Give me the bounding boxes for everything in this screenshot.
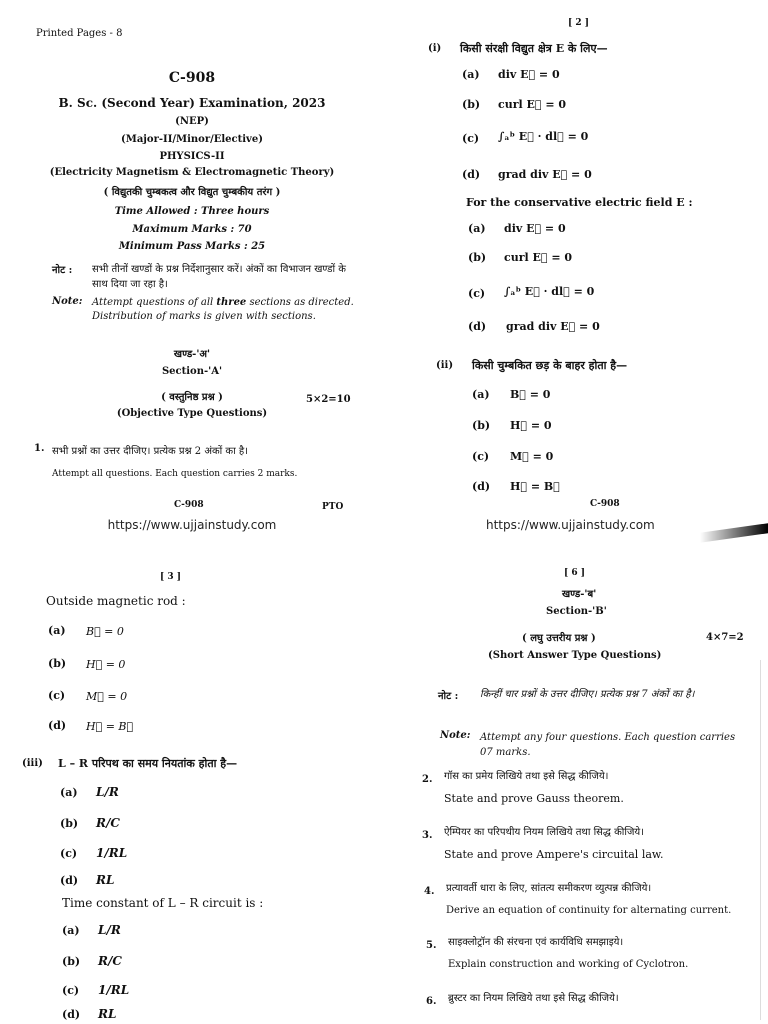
page-number: [ 2 ] xyxy=(568,18,590,28)
opt-hi-c-key: (c) xyxy=(462,132,480,145)
q1-hindi: सभी प्रश्नों का उत्तर दीजिए। प्रत्येक प्रश्न 2 अंकों का है। xyxy=(52,446,248,457)
opt3-c-key: (c) xyxy=(62,984,80,997)
outside-rod-label: Outside magnetic rod : xyxy=(46,594,186,608)
note-en-label: Note: xyxy=(52,296,83,307)
note-en-text: Attempt questions of all three sections as directed. Distribution of marks is given with sections. xyxy=(92,297,354,322)
opt3-c-val: 1/RL xyxy=(98,983,130,997)
section-b-marks: 4×7=2 xyxy=(706,632,744,643)
opt2-c-key: (c) xyxy=(472,450,490,463)
opt-hi-a-val: div E⃗ = 0 xyxy=(498,68,560,81)
opt-hi-b-val: curl E⃗ = 0 xyxy=(498,98,567,111)
short-type-hi: ( लघु उत्तरीय प्रश्न ) xyxy=(522,633,596,644)
opt2-d-val: H⃗ = B⃗ xyxy=(510,480,560,493)
min-marks: Minimum Pass Marks : 25 xyxy=(118,241,266,252)
topic-hi: ( विद्युतकी चुम्बकत्व और विद्युत चुम्बकीय तरंग ) xyxy=(103,187,281,198)
opt2-b-val: H⃗ = 0 xyxy=(510,419,552,432)
q3-number: 3. xyxy=(422,830,433,841)
q6-number: 6. xyxy=(426,996,437,1007)
page-edge-line xyxy=(760,660,761,1020)
q4-hindi: प्रत्यावर्ती धारा के लिए, सांतत्य समीकरण व्युत्पन्न कीजिये। xyxy=(446,883,652,894)
opt-hi-d-val: grad div E⃗ = 0 xyxy=(498,168,592,181)
paper-code: C-908 xyxy=(168,70,216,86)
page-1 xyxy=(0,0,384,540)
opt2-a-key: (a) xyxy=(472,388,490,401)
exam-title: B. Sc. (Second Year) Examination, 2023 xyxy=(58,96,326,110)
objective-type-hi: ( वस्तुनिष्ठ प्रश्न ) xyxy=(161,392,223,403)
q1-number: 1. xyxy=(34,443,45,454)
note-hi-text: सभी तीनों खण्डों के प्रश्न निर्देशानुसार करें। अंकों का विभाजन खण्डों के साथ दिया जा रहा है। xyxy=(92,264,346,290)
opt2-d-key: (d) xyxy=(472,480,491,493)
page-2 xyxy=(384,0,768,540)
opt2-a-val: B⃗ = 0 xyxy=(510,388,551,401)
q4-number: 4. xyxy=(424,886,435,897)
note-en-label: Note: xyxy=(440,730,471,741)
opt1-d-val: H⃗ = B⃗ xyxy=(86,720,134,733)
opt-hi-b-key: (b) xyxy=(462,98,481,111)
opt2-c-key: (c) xyxy=(60,847,78,860)
q-i-english: For the conservative electric field E : xyxy=(466,196,693,209)
q6-hindi: ब्रुस्टर का नियम लिखिये तथा इसे सिद्ध कीजिये। xyxy=(448,993,619,1004)
category: (Major-II/Minor/Elective) xyxy=(121,134,263,145)
time-allowed: Time Allowed : Three hours xyxy=(114,206,270,217)
note-hi-label: नोट : xyxy=(438,691,459,702)
section-a-marks: 5×2=10 xyxy=(306,394,351,405)
printed-pages: Printed Pages - 8 xyxy=(36,28,123,39)
opt3-b-key: (b) xyxy=(62,955,81,968)
note-hi-label: नोट : xyxy=(52,265,73,276)
opt2-c-val: 1/RL xyxy=(96,846,128,860)
q-iii-number: (iii) xyxy=(22,758,43,769)
q4-english: Derive an equation of continuity for alternating current. xyxy=(446,905,732,916)
footer-code: C-908 xyxy=(174,500,204,510)
opt1-a-val: B⃗ = 0 xyxy=(86,625,124,638)
opt1-b-key: (b) xyxy=(48,657,67,670)
pto-label: PTO xyxy=(322,502,344,512)
footer-url[interactable]: https://www.ujjainstudy.com xyxy=(107,518,277,532)
q1-english: Attempt all questions. Each question carries 2 marks. xyxy=(52,469,298,479)
q-ii-hindi: किसी चुम्बकित छड़ के बाहर होता है— xyxy=(472,359,628,372)
page-6 xyxy=(384,540,768,1024)
q2-english: State and prove Gauss theorem. xyxy=(444,792,624,805)
opt2-b-key: (b) xyxy=(472,419,491,432)
q-ii-number: (ii) xyxy=(436,360,454,371)
opt-en-c-val: ∫ₐᵇ E⃗ · dl⃗ = 0 xyxy=(504,285,595,298)
note-en-text: Attempt any four questions. Each question carries 07 marks. xyxy=(480,732,736,758)
q2-number: 2. xyxy=(422,774,433,785)
q3-english: State and prove Ampere's circuital law. xyxy=(444,848,664,861)
opt2-d-val: RL xyxy=(96,873,115,887)
opt-en-b-key: (b) xyxy=(468,251,487,264)
section-b-en: Section-'B' xyxy=(546,606,607,617)
page-number: [ 6 ] xyxy=(564,568,586,578)
opt3-d-key: (d) xyxy=(62,1008,81,1021)
opt1-b-val: H⃗ = 0 xyxy=(86,658,126,671)
objective-type-en: (Objective Type Questions) xyxy=(116,408,268,419)
opt2-c-val: M⃗ = 0 xyxy=(510,450,554,463)
q5-english: Explain construction and working of Cyclotron. xyxy=(448,959,689,970)
opt-en-d-val: grad div E⃗ = 0 xyxy=(506,320,600,333)
nep-label: (NEP) xyxy=(175,116,209,127)
opt-en-b-val: curl E⃗ = 0 xyxy=(504,251,573,264)
q-iii-english: Time constant of L – R circuit is : xyxy=(62,896,264,910)
opt2-b-val: R/C xyxy=(96,816,120,830)
opt3-a-val: L/R xyxy=(98,923,121,937)
opt3-d-val: RL xyxy=(98,1007,117,1021)
note-hi-text: किन्हीं चार प्रश्नों के उत्तर दीजिए। प्रत्येक प्रश्न 7 अंकों का है। xyxy=(480,689,695,700)
opt-en-c-key: (c) xyxy=(468,287,486,300)
opt-en-a-key: (a) xyxy=(468,222,486,235)
opt-en-d-key: (d) xyxy=(468,320,487,333)
opt2-a-key: (a) xyxy=(60,786,78,799)
q5-number: 5. xyxy=(426,940,437,951)
q3-hindi: ऐम्पियर का परिपथीय नियम लिखिये तथा सिद्ध कीजिये। xyxy=(444,827,644,838)
page-number: [ 3 ] xyxy=(160,572,182,582)
max-marks: Maximum Marks : 70 xyxy=(132,224,252,235)
q-iii-hindi: L – R परिपथ का समय नियतांक होता है— xyxy=(58,757,238,770)
opt1-a-key: (a) xyxy=(48,624,66,637)
topic-en: (Electricity Magnetism & Electromagnetic Theory) xyxy=(49,167,335,178)
opt1-c-val: M⃗ = 0 xyxy=(86,690,128,703)
opt-hi-a-key: (a) xyxy=(462,68,480,81)
q5-hindi: साइक्लोट्रॉन की संरचना एवं कार्यविधि समझाइये। xyxy=(448,937,624,948)
q-i-hindi: किसी संरक्षी विद्युत क्षेत्र E के लिए— xyxy=(460,42,608,55)
opt2-a-val: L/R xyxy=(96,785,119,799)
opt2-d-key: (d) xyxy=(60,874,79,887)
opt3-a-key: (a) xyxy=(62,924,80,937)
section-a-en: Section-'A' xyxy=(161,366,223,377)
section-b-hi: खण्ड-'ब' xyxy=(562,589,597,600)
q-i-number: (i) xyxy=(428,43,442,54)
q2-hindi: गॉस का प्रमेय लिखिये तथा इसे सिद्ध कीजिये। xyxy=(444,771,609,782)
opt2-b-key: (b) xyxy=(60,817,79,830)
subject: PHYSICS-II xyxy=(159,151,225,162)
footer-code: C-908 xyxy=(590,499,620,509)
short-type-en: (Short Answer Type Questions) xyxy=(488,650,662,661)
opt-hi-c-val: ∫ₐᵇ E⃗ · dl⃗ = 0 xyxy=(498,130,589,143)
opt-en-a-val: div E⃗ = 0 xyxy=(504,222,566,235)
footer-url[interactable]: https://www.ujjainstudy.com xyxy=(486,518,655,532)
opt3-b-val: R/C xyxy=(98,954,122,968)
section-a-hi: खण्ड-'अ' xyxy=(173,349,211,360)
page-3 xyxy=(0,540,384,1024)
opt1-d-key: (d) xyxy=(48,719,67,732)
opt-hi-d-key: (d) xyxy=(462,168,481,181)
opt1-c-key: (c) xyxy=(48,689,66,702)
